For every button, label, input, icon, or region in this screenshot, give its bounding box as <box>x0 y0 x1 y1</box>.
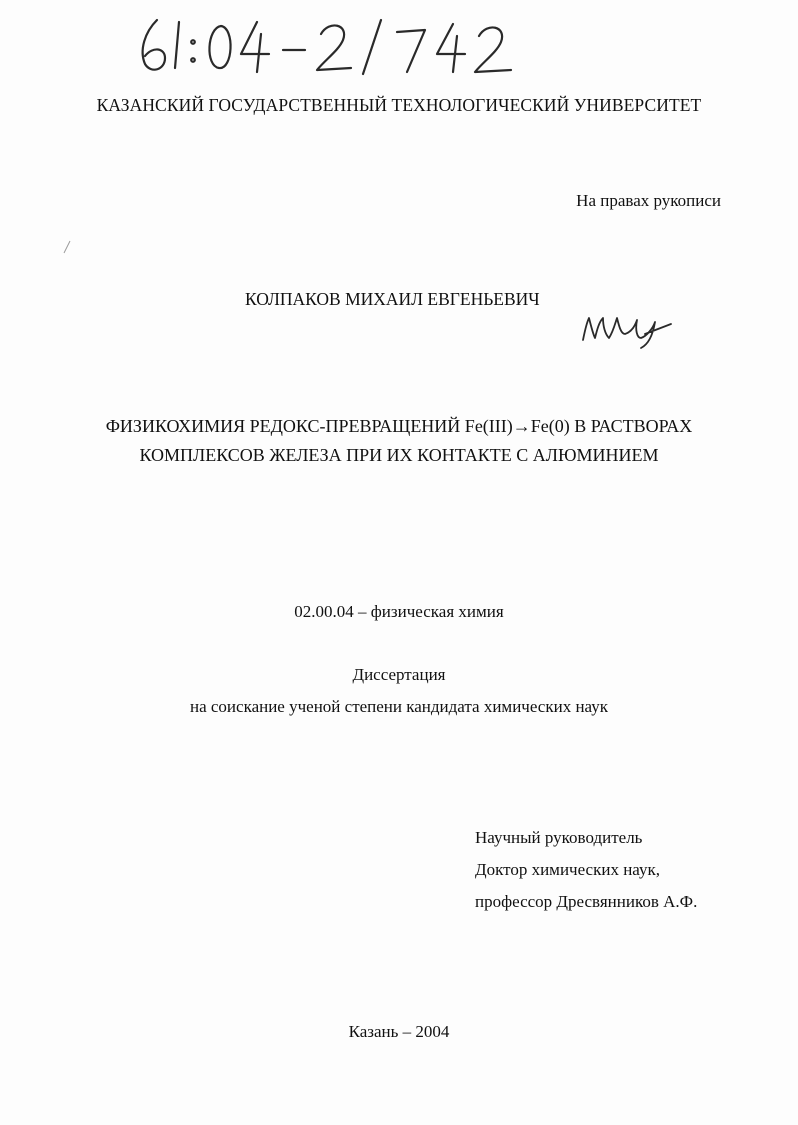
dissertation-title-line-1: ФИЗИКОХИМИЯ РЕДОКС-ПРЕВРАЩЕНИЙ Fe(III)→Fe(0) В РАСТВОРАХ <box>105 416 693 436</box>
advisor-degree: Доктор химических наук, <box>475 860 660 879</box>
document-type: Диссертация <box>352 665 446 684</box>
advisor-label: Научный руководитель <box>475 828 643 847</box>
specialty-code: 02.00.04 – физическая химия <box>294 602 504 621</box>
rights-note: На правах рукописи <box>576 191 721 210</box>
author-name: КОЛПАКОВ МИХАИЛ ЕВГЕНЬЕВИЧ <box>245 289 540 309</box>
author-signature <box>575 304 675 350</box>
dissertation-title-line-2: КОМПЛЕКСОВ ЖЕЛЕЗА ПРИ ИХ КОНТАКТЕ С АЛЮМИНИЕМ <box>139 445 659 465</box>
degree-description: на соискание ученой степени кандидата химических наук <box>189 697 608 716</box>
advisor-name: профессор Дресвянников А.Ф. <box>475 892 698 911</box>
place-and-year: Казань – 2004 <box>348 1022 450 1041</box>
handwritten-archive-number <box>135 12 525 82</box>
paper-mark <box>62 240 72 254</box>
university-name: КАЗАНСКИЙ ГОСУДАРСТВЕННЫЙ ТЕХНОЛОГИЧЕСКИЙ УНИВЕРСИТЕТ <box>96 95 702 115</box>
